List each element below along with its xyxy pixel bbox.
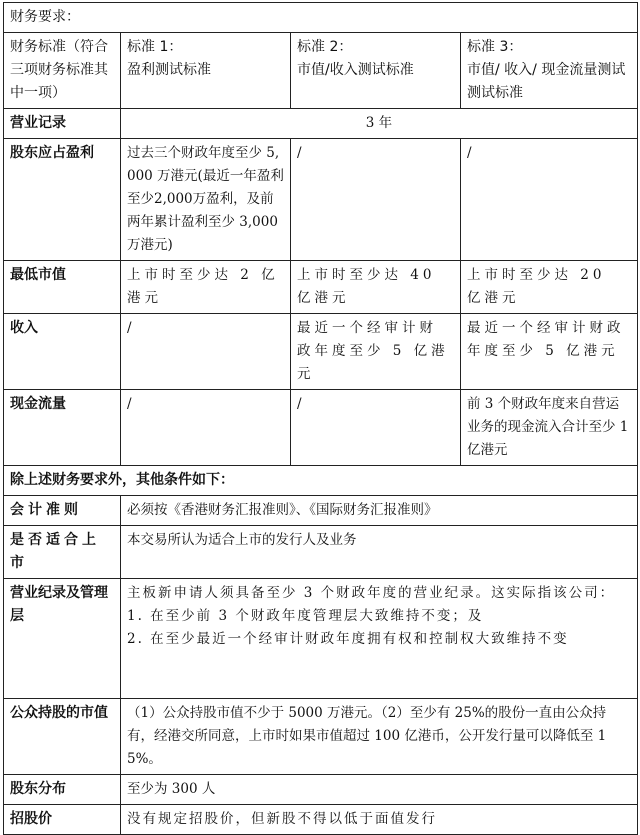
row-track-record-management <box>4 579 638 699</box>
revenue-standard-3: 最近一个经审计财政年度至少 5 亿港元 <box>461 314 638 390</box>
other-conditions-header-row <box>4 466 638 496</box>
row-public-float <box>4 699 638 775</box>
revenue-standard-2: 最近一个经审计财政年度至少 5 亿港元 <box>291 314 461 390</box>
standard-1-number: 标准 1： <box>127 39 183 55</box>
value-track-record-management <box>121 579 638 699</box>
label-accounting-standards: 会计准则 <box>4 496 121 526</box>
row-ipo-price <box>4 805 638 835</box>
cash-flow-standard-1: / <box>121 390 291 466</box>
value-suitability: 本交易所认为适合上市的发行人及业务 <box>121 526 638 579</box>
standard-3-name: 市值/ 收入/ 现金流量测试测试标准 <box>467 62 626 101</box>
value-accounting-standards: 必须按《香港财务汇报准则》、《国际财务汇报准则》 <box>121 496 638 526</box>
market-cap-standard-2: 上市时至少达 40 亿港元 <box>291 261 461 314</box>
section-title: 财务要求： <box>4 3 638 33</box>
market-cap-standard-3: 上市时至少达 20 亿港元 <box>461 261 638 314</box>
label-operating-record: 营业记录 <box>4 109 121 139</box>
label-public-float: 公众持股的市值 <box>4 699 121 775</box>
row-profit <box>4 139 638 261</box>
management-item-1: 1. 在至少前 3 个财政年度管理层大致维持不变；及 <box>127 608 484 624</box>
market-cap-standard-1: 上市时至少达 2 亿港元 <box>121 261 291 314</box>
label-shareholder-distribution: 股东分布 <box>4 775 121 805</box>
standard-1-name: 盈利测试标准 <box>127 62 211 78</box>
label-suitability: 是否适合上市 <box>4 526 121 579</box>
label-cash-flow: 现金流量 <box>4 390 121 466</box>
listing-requirements-document <box>3 2 637 827</box>
header-row <box>4 33 638 109</box>
header-standard-3 <box>461 33 638 109</box>
header-standard-2 <box>291 33 461 109</box>
management-intro: 主板新申请人须具备至少 3 个财政年度的营业纪录。这实际指该公司： <box>127 585 616 601</box>
other-conditions-title: 除上述财务要求外，其他条件如下： <box>4 466 638 496</box>
row-market-cap <box>4 261 638 314</box>
value-public-float: （1）公众持股市值不少于 5000 万港元。（2）至少有 25%的股份一直由公众持有，经港交所同意，上市时如果市值超过 100 亿港币，公开发行量可以降低至 15%。 <box>121 699 638 775</box>
cash-flow-standard-2: / <box>291 390 461 466</box>
label-market-cap: 最低市值 <box>4 261 121 314</box>
revenue-standard-1: / <box>121 314 291 390</box>
requirements-table <box>3 2 638 835</box>
standard-3-number: 标准 3： <box>467 39 523 55</box>
row-revenue <box>4 314 638 390</box>
row-shareholder-distribution <box>4 775 638 805</box>
standard-2-name: 市值/收入测试标准 <box>297 62 414 78</box>
header-standard-1 <box>121 33 291 109</box>
management-item-2: 2. 在至少最近一个经审计财政年度拥有权和控制权大致维持不变 <box>127 631 569 647</box>
row-suitability <box>4 526 638 579</box>
row-cash-flow <box>4 390 638 466</box>
profit-standard-2: / <box>291 139 461 261</box>
title-row <box>4 3 638 33</box>
profit-standard-3: / <box>461 139 638 261</box>
value-shareholder-distribution: 至少为 300 人 <box>121 775 638 805</box>
label-track-record-management: 营业纪录及管理层 <box>4 579 121 699</box>
label-revenue: 收入 <box>4 314 121 390</box>
standard-2-number: 标准 2： <box>297 39 353 55</box>
row-operating-record <box>4 109 638 139</box>
cash-flow-standard-3: 前 3 个财政年度来自营运业务的现金流入合计至少 1 亿港元 <box>461 390 638 466</box>
row-accounting-standards <box>4 496 638 526</box>
profit-standard-1: 过去三个财政年度至少 5,000 万港元(最近一年盈利至少2,000万盈利，及前两年累计盈利至少 3,000 万港元) <box>121 139 291 261</box>
label-profit: 股东应占盈利 <box>4 139 121 261</box>
label-ipo-price: 招股价 <box>4 805 121 835</box>
value-ipo-price: 没有规定招股价，但新股不得以低于面值发行 <box>121 805 638 835</box>
value-operating-record: 3 年 <box>121 109 638 139</box>
header-financial-standard: 财务标准（符合三项财务标准其中一项） <box>4 33 121 109</box>
